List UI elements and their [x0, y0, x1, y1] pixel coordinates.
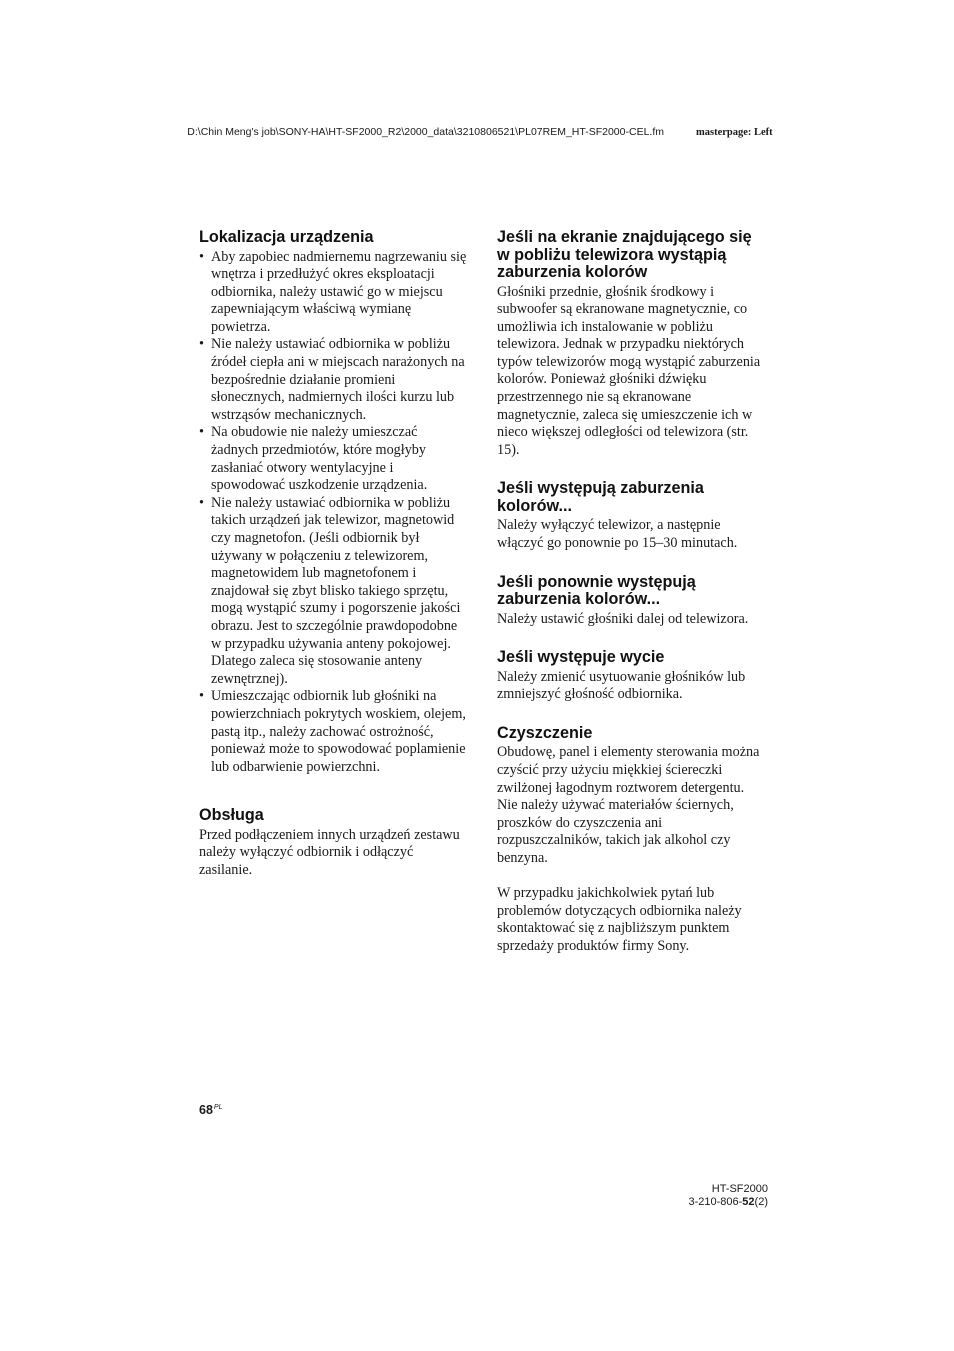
section-text-cleaning: Obudowę, panel i elementy sterowania można czyścić przy użyciu miękkiej ściereczki zwilżonej łagodnym roztworem detergentu. Nie należy używać materiałów ściernych, proszków do czyszczenia ani rozpuszczalników, takich jak alkohol czy benzyna.	[497, 744, 760, 866]
section-text-howling: Należy zmienić usytuowanie głośników lub zmniejszyć głośność odbiornika.	[497, 668, 746, 703]
section-text-obsluga: Przed podłączeniem innych urządzeń zestawu należy wyłączyć odbiornik i odłączyć zasilanie.	[199, 826, 460, 878]
page-language: PL	[213, 1104, 223, 1111]
section-heading-obsluga: Obsługa	[199, 806, 264, 825]
section-text-contact: W przypadku jakichkolwiek pytań lub problemów dotyczących odbiornika należy skontaktować się z najbliższym punktem sprzedaży produktów firmy Sony.	[497, 885, 742, 954]
list-item: • Na obudowie nie należy umieszczać żadnych przedmiotów, które mogłyby zasłaniać otwory wentylacyjne i spowodować uszkodzenie urządzenia.	[199, 424, 428, 494]
placement-bullet-list	[199, 249, 467, 777]
list-item: • Nie należy ustawiać odbiornika w pobliżu źródeł ciepła ani w miejscach narażonych na bezpośrednie działanie promieni słonecznych, nadmiernych ilości kurzu lub wstrząsów mechanicznych.	[199, 336, 465, 423]
bullet-icon: •	[199, 248, 204, 265]
model-name: HT-SF2000	[711, 1183, 768, 1195]
section-heading-cleaning: Czyszczenie	[497, 723, 593, 742]
part-number: 3-210-806-52(2)	[688, 1196, 768, 1208]
file-path: D:\Chin Meng's job\SONY-HA\HT-SF2000_R2\2000_data\3210806521\PL07REM_HT-SF2000-CEL.fm	[187, 126, 664, 138]
list-item: • Nie należy ustawiać odbiornika w pobliżu takich urządzeń jak telewizor, magnetowid czy magnetofon. (Jeśli odbiornik był używany w połączeniu z telewizorem, magnetowidem lub magnetofonem i znajdował się zbyt blisko takiego sprzętu, mogą wystąpić szumy i pogorszenie jakości obrazu. Jest to szczególnie prawdopodobne w przypadku używania anteny pokojowej. Dlatego zaleca się stosowanie anteny zewnętrznej).	[199, 494, 461, 687]
section-text-distortion-occurs: Należy wyłączyć telewizor, a następnie włączyć go ponownie po 15–30 minutach.	[497, 517, 738, 552]
section-heading-distortion-again: Jeśli ponownie występują zaburzenia kolorów...	[497, 572, 696, 609]
model-code-block	[600, 1183, 768, 1209]
section-heading-distortion-occurs: Jeśli występują zaburzenia kolorów...	[497, 479, 704, 515]
right-column	[497, 229, 767, 956]
section-text-distortion-again: Należy ustawić głośniki dalej od telewizora.	[497, 610, 749, 627]
bullet-icon: •	[199, 688, 204, 705]
section-heading-lokalizacja: Lokalizacja urządzenia	[199, 228, 374, 246]
list-item: • Aby zapobiec nadmiernemu nagrzewaniu się wnętrza i przedłużyć okres eksploatacji odbiornika, należy ustawić go w miejscu zapewniającym właściwą wymianę powietrza.	[199, 248, 467, 335]
section-heading-howling: Jeśli występuje wycie	[497, 648, 665, 667]
bullet-icon: •	[199, 494, 204, 511]
section-heading-color-distortion: Jeśli na ekranie znajdującego się w pobliżu telewizora wystąpią zaburzenia kolorów	[497, 228, 752, 281]
section-text-color-distortion: Głośniki przednie, głośnik środkowy i subwoofer są ekranowane magnetycznie, co umożliwia ich instalowanie w pobliżu telewizora. Jednak w przypadku niektórych typów telewizorów mogą wystąpić zaburzenia kolorów. Ponieważ głośniki dźwięku przestrzennego nie są ekranowane magnetycznie, zaleca się umieszczenie ich w nieco większej odległości od telewizora (str. 15).	[497, 283, 761, 458]
list-item: • Umieszczając odbiornik lub głośniki na powierzchniach pokrytych woskiem, olejem, pastą itp., należy zachować ostrożność, ponieważ może to spowodować poplamienie lub odbarwienie powierzchni.	[199, 688, 466, 775]
bullet-icon: •	[199, 424, 204, 441]
masterpage-label: masterpage: Left	[696, 127, 773, 138]
bullet-icon: •	[199, 336, 204, 353]
left-column	[199, 229, 467, 880]
page-number: $68^{PL}$	[199, 1103, 223, 1117]
